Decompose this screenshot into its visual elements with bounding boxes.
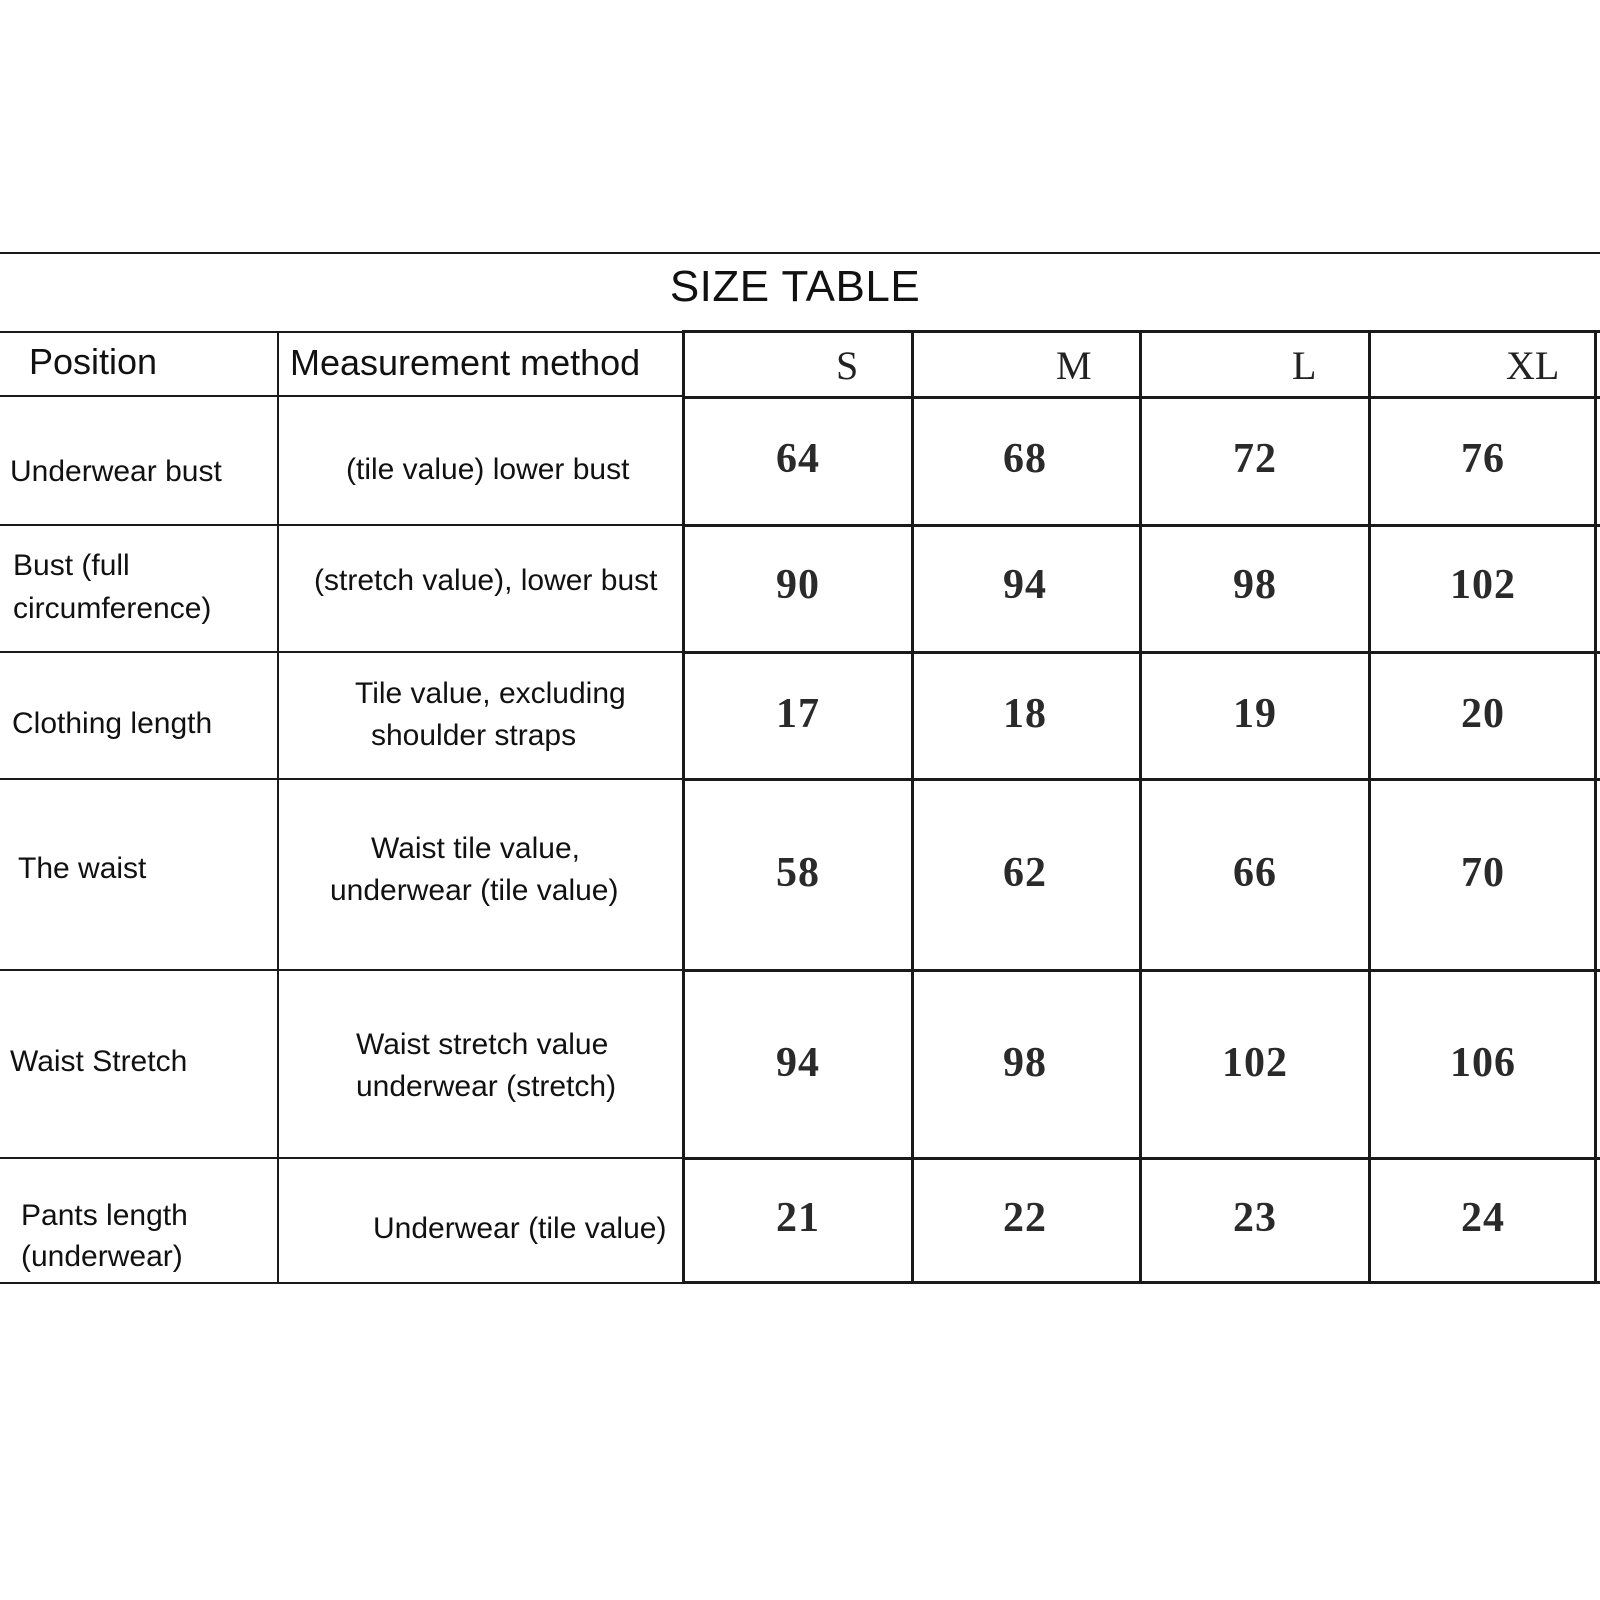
- header-size-l: L: [1292, 343, 1317, 388]
- row-4-value-l: 66: [1233, 850, 1277, 896]
- row-3-value-s: 17: [776, 691, 820, 737]
- row-divider-1-right: [684, 524, 1600, 527]
- row-4-position: The waist: [18, 852, 147, 885]
- row-3-value-xl: 20: [1461, 691, 1505, 737]
- header-bottom-rule-left: [0, 395, 684, 397]
- row-6-value-m: 22: [1003, 1195, 1047, 1241]
- header-size-m: M: [1056, 343, 1092, 388]
- row-4-value-xl: 70: [1461, 850, 1505, 896]
- column-divider-m: [1139, 330, 1142, 1284]
- header-top-rule-left: [0, 331, 684, 333]
- row-4-method-line-2: underwear (tile value): [330, 874, 619, 907]
- column-divider-s: [911, 330, 914, 1284]
- row-3-value-l: 19: [1233, 691, 1277, 737]
- header-position: Position: [29, 341, 158, 382]
- row-3-method-line-1: Tile value, excluding: [355, 677, 626, 710]
- bottom-rule-left: [0, 1282, 684, 1284]
- row-5-position: Waist Stretch: [10, 1045, 188, 1078]
- row-4-value-s: 58: [776, 850, 820, 896]
- row-6-method: Underwear (tile value): [373, 1212, 667, 1245]
- row-divider-5-left: [0, 1157, 684, 1159]
- row-5-value-xl: 106: [1450, 1040, 1516, 1086]
- header-size-xl: XL: [1506, 343, 1560, 388]
- row-6-position-line-2: (underwear): [21, 1240, 183, 1273]
- row-1-value-s: 64: [776, 436, 820, 482]
- row-divider-3-left: [0, 778, 684, 780]
- column-divider-l: [1368, 330, 1371, 1284]
- row-2-value-xl: 102: [1450, 562, 1516, 608]
- row-3-method-line-2: shoulder straps: [371, 719, 577, 752]
- header-size-s: S: [836, 343, 859, 388]
- row-6-position-line-1: Pants length: [21, 1199, 188, 1232]
- row-6-value-s: 21: [776, 1195, 820, 1241]
- row-5-method-line-2: underwear (stretch): [356, 1070, 617, 1103]
- row-2-value-m: 94: [1003, 562, 1047, 608]
- row-divider-1-left: [0, 524, 684, 526]
- row-2-position-line-2: circumference): [13, 592, 212, 625]
- row-divider-3-right: [684, 778, 1600, 781]
- row-6-value-xl: 24: [1461, 1195, 1505, 1241]
- row-2-value-s: 90: [776, 562, 820, 608]
- row-5-value-m: 98: [1003, 1040, 1047, 1086]
- row-divider-5-right: [684, 1157, 1600, 1160]
- page-title: [0, 262, 1600, 312]
- row-3-value-m: 18: [1003, 691, 1047, 737]
- row-3-position: Clothing length: [12, 707, 213, 740]
- header-measurement-method: Measurement method: [290, 342, 641, 383]
- row-2-value-l: 98: [1233, 562, 1277, 608]
- row-2-method: (stretch value), lower bust: [314, 564, 658, 597]
- row-divider-2-left: [0, 651, 684, 653]
- title-text: SIZE TABLE: [669, 262, 921, 311]
- row-5-value-l: 102: [1222, 1040, 1288, 1086]
- column-divider-position: [277, 331, 279, 1282]
- row-2-position-line-1: Bust (full: [13, 549, 130, 582]
- top-rule: [0, 252, 1600, 254]
- row-1-method: (tile value) lower bust: [346, 453, 630, 486]
- row-4-method-line-1: Waist tile value,: [371, 832, 580, 865]
- row-1-value-m: 68: [1003, 436, 1047, 482]
- header-bottom-rule-right: [684, 396, 1600, 399]
- row-1-value-l: 72: [1233, 436, 1277, 482]
- header-top-rule-right: [684, 330, 1600, 333]
- row-5-method-line-1: Waist stretch value: [356, 1028, 609, 1061]
- row-divider-4-left: [0, 969, 684, 971]
- bottom-rule-right: [684, 1281, 1600, 1284]
- column-divider-method: [682, 330, 685, 1284]
- row-1-position: Underwear bust: [10, 455, 222, 488]
- row-divider-2-right: [684, 651, 1600, 654]
- row-divider-4-right: [684, 969, 1600, 972]
- row-1-value-xl: 76: [1461, 436, 1505, 482]
- column-divider-xl: [1594, 330, 1597, 1284]
- row-4-value-m: 62: [1003, 850, 1047, 896]
- row-5-value-s: 94: [776, 1040, 820, 1086]
- row-6-value-l: 23: [1233, 1195, 1277, 1241]
